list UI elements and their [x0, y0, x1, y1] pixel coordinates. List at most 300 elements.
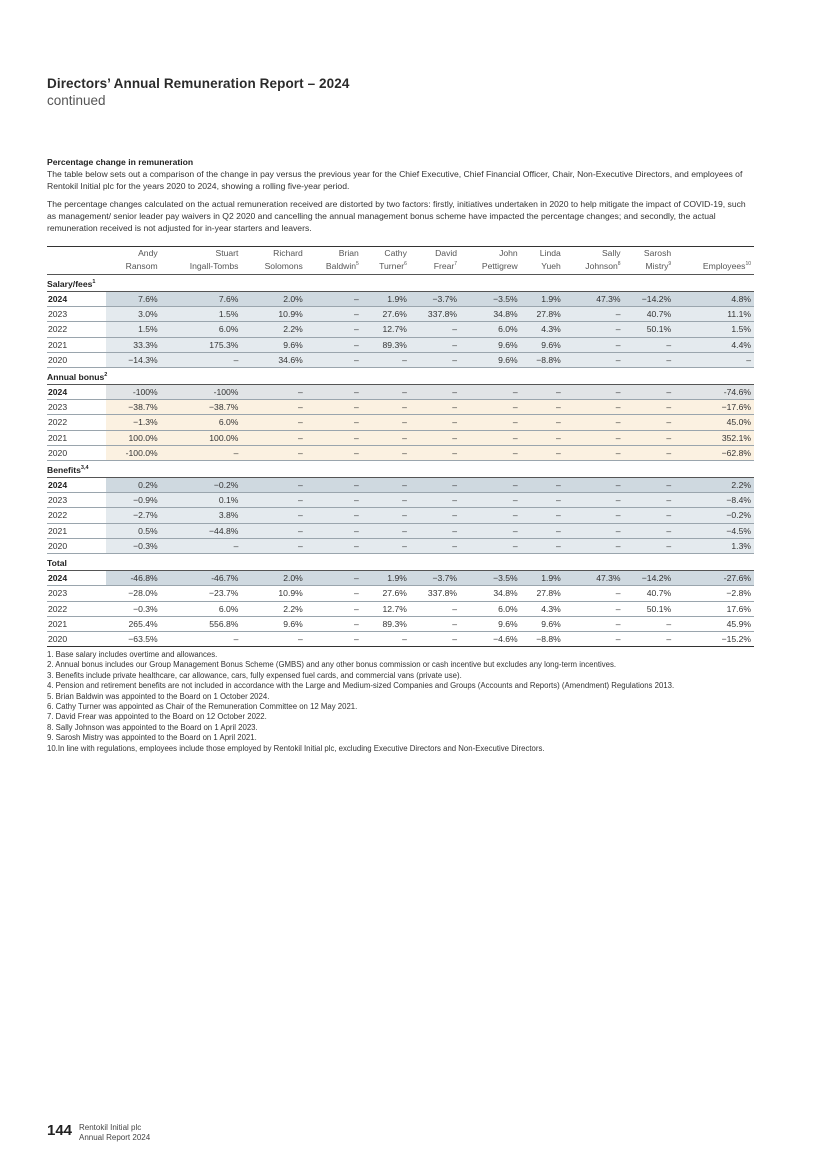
- value-cell: –: [460, 445, 521, 460]
- value-cell: 4.4%: [674, 337, 754, 352]
- value-cell: 47.3%: [564, 291, 624, 306]
- value-cell: –: [564, 307, 624, 322]
- value-cell: –: [306, 586, 362, 601]
- value-cell: –: [362, 508, 410, 523]
- value-cell: –: [306, 322, 362, 337]
- value-cell: –: [362, 631, 410, 646]
- value-cell: –: [564, 508, 624, 523]
- value-cell: 40.7%: [624, 586, 675, 601]
- year-cell: 2022: [47, 601, 106, 616]
- value-cell: 265.4%: [106, 616, 161, 631]
- value-cell: –: [624, 523, 675, 538]
- value-cell: –: [624, 415, 675, 430]
- value-cell: –: [410, 538, 460, 553]
- value-cell: 34.8%: [460, 307, 521, 322]
- year-cell: 2024: [47, 478, 106, 493]
- value-cell: 2.2%: [241, 601, 305, 616]
- value-cell: 6.0%: [161, 322, 242, 337]
- column-header-line: Cathy: [384, 248, 407, 258]
- value-cell: –: [521, 508, 564, 523]
- column-header: [674, 247, 754, 275]
- value-cell: −28.0%: [106, 586, 161, 601]
- column-header-name: Mistry: [645, 260, 669, 271]
- value-cell: –: [410, 508, 460, 523]
- year-column-header: [47, 247, 106, 275]
- footnote-item: 7. David Frear was appointed to the Board on 12 October 2022.: [47, 712, 267, 722]
- value-cell: -46.7%: [161, 571, 242, 586]
- value-cell: -74.6%: [674, 385, 754, 400]
- column-header-line: [306, 259, 359, 272]
- value-cell: –: [306, 445, 362, 460]
- value-cell: –: [306, 478, 362, 493]
- value-cell: –: [410, 478, 460, 493]
- value-cell: 1.5%: [161, 307, 242, 322]
- value-cell: –: [624, 538, 675, 553]
- value-cell: –: [362, 352, 410, 367]
- remuneration-table: [47, 246, 754, 647]
- footnote-item: 10.In line with regulations, employees include those employed by Rentokil Initial plc, excluding Executive Directors and Non-Executive Directors.: [47, 743, 545, 753]
- value-cell: –: [564, 523, 624, 538]
- year-cell: 2023: [47, 307, 106, 322]
- value-cell: −8.8%: [521, 352, 564, 367]
- value-cell: –: [241, 538, 305, 553]
- value-cell: –: [460, 478, 521, 493]
- value-cell: 27.6%: [362, 307, 410, 322]
- table-section: [47, 554, 754, 647]
- footnote-ref: 2: [104, 371, 108, 378]
- value-cell: 33.3%: [106, 337, 161, 352]
- value-cell: −14.3%: [106, 352, 161, 367]
- page-subtitle: continued: [47, 93, 106, 108]
- column-header-name: Ransom: [125, 260, 158, 271]
- column-header-line: Andy: [138, 248, 158, 258]
- column-header-line: [521, 259, 561, 272]
- footnote-ref: 3,4: [80, 465, 89, 472]
- value-cell: –: [564, 616, 624, 631]
- value-cell: –: [624, 493, 675, 508]
- value-cell: −62.8%: [674, 445, 754, 460]
- value-cell: –: [306, 415, 362, 430]
- column-header-name: Employees: [702, 260, 746, 271]
- column-header: [362, 247, 410, 275]
- value-cell: −3.5%: [460, 291, 521, 306]
- value-cell: –: [410, 493, 460, 508]
- value-cell: −0.2%: [674, 508, 754, 523]
- column-header-line: [674, 259, 751, 272]
- value-cell: −0.2%: [161, 478, 242, 493]
- value-cell: –: [521, 538, 564, 553]
- value-cell: –: [161, 631, 242, 646]
- column-header-line: [241, 259, 302, 272]
- value-cell: –: [521, 478, 564, 493]
- value-cell: -46.8%: [106, 571, 161, 586]
- year-cell: 2020: [47, 631, 106, 646]
- value-cell: 2.2%: [241, 322, 305, 337]
- value-cell: 12.7%: [362, 601, 410, 616]
- value-cell: –: [241, 478, 305, 493]
- value-cell: –: [306, 601, 362, 616]
- column-header-line: [161, 259, 239, 272]
- value-cell: –: [564, 538, 624, 553]
- value-cell: 45.0%: [674, 415, 754, 430]
- value-cell: 27.8%: [521, 307, 564, 322]
- value-cell: –: [410, 337, 460, 352]
- year-cell: 2023: [47, 586, 106, 601]
- value-cell: 10.9%: [241, 586, 305, 601]
- value-cell: −8.4%: [674, 493, 754, 508]
- value-cell: –: [521, 400, 564, 415]
- value-cell: 6.0%: [460, 601, 521, 616]
- column-header-line: [410, 259, 457, 272]
- value-cell: 6.0%: [460, 322, 521, 337]
- value-cell: –: [564, 352, 624, 367]
- value-cell: 0.2%: [106, 478, 161, 493]
- value-cell: 89.3%: [362, 616, 410, 631]
- column-header-line: Linda: [539, 248, 561, 258]
- column-header-line: [624, 259, 672, 272]
- value-cell: –: [460, 523, 521, 538]
- column-header-line: [564, 259, 621, 272]
- value-cell: −38.7%: [106, 400, 161, 415]
- value-cell: –: [521, 385, 564, 400]
- value-cell: –: [624, 430, 675, 445]
- value-cell: 9.6%: [521, 337, 564, 352]
- value-cell: –: [362, 538, 410, 553]
- value-cell: –: [460, 415, 521, 430]
- footnote-ref: 7: [454, 261, 458, 267]
- value-cell: 9.6%: [241, 337, 305, 352]
- value-cell: -100%: [106, 385, 161, 400]
- footnote-item: 9. Sarosh Mistry was appointed to the Board on 1 April 2021.: [47, 733, 257, 743]
- value-cell: 12.7%: [362, 322, 410, 337]
- value-cell: 1.9%: [362, 291, 410, 306]
- table-row: [47, 523, 754, 538]
- value-cell: 100.0%: [106, 430, 161, 445]
- value-cell: –: [362, 493, 410, 508]
- year-cell: 2020: [47, 445, 106, 460]
- column-header-line: [460, 259, 518, 272]
- value-cell: 27.8%: [521, 586, 564, 601]
- column-header: [161, 247, 242, 275]
- footer-company: [79, 1123, 150, 1143]
- footnote-item: 1. Base salary includes overtime and allowances.: [47, 650, 218, 659]
- table-section: [47, 274, 754, 367]
- year-cell: 2024: [47, 385, 106, 400]
- column-header: [410, 247, 460, 275]
- value-cell: 1.5%: [106, 322, 161, 337]
- footnote-ref: 8: [617, 261, 621, 267]
- value-cell: –: [521, 430, 564, 445]
- column-header: [564, 247, 624, 275]
- value-cell: –: [564, 400, 624, 415]
- column-header: [460, 247, 521, 275]
- value-cell: 0.1%: [161, 493, 242, 508]
- column-header: [306, 247, 362, 275]
- column-header-line: David: [435, 248, 458, 258]
- section-title: Salary/fees: [47, 278, 93, 289]
- table-row: [47, 601, 754, 616]
- value-cell: –: [306, 508, 362, 523]
- value-cell: 9.6%: [460, 337, 521, 352]
- footnote-ref: 1: [92, 278, 96, 285]
- value-cell: –: [306, 400, 362, 415]
- table-row: [47, 508, 754, 523]
- value-cell: 9.6%: [521, 616, 564, 631]
- value-cell: –: [410, 631, 460, 646]
- table-row: [47, 571, 754, 586]
- value-cell: –: [306, 631, 362, 646]
- section-header-row: [47, 367, 754, 384]
- value-cell: 0.5%: [106, 523, 161, 538]
- intro-paragraph: The percentage changes calculated on the actual remuneration received are distorted by two factors: firstly, initiatives undertaken in 2020 to help mitigate the impact of COVID-19, such as management/ senior leader pay waivers in Q2 2020 and cancelling the annual management bonus scheme have impacted the percentage changes; and secondly, the actual remuneration received is not adjusted for in-year starters and leavers.: [47, 199, 746, 233]
- value-cell: –: [306, 307, 362, 322]
- value-cell: –: [410, 352, 460, 367]
- column-header-name: Yueh: [541, 260, 561, 271]
- value-cell: –: [521, 523, 564, 538]
- value-cell: 40.7%: [624, 307, 675, 322]
- value-cell: 337.8%: [410, 586, 460, 601]
- footer-company-name: Rentokil Initial plc: [79, 1123, 142, 1132]
- footnote-item: 6. Cathy Turner was appointed as Chair of the Remuneration Committee on 12 May 2021.: [47, 702, 358, 712]
- footnote-ref: 9: [668, 261, 672, 267]
- value-cell: –: [241, 415, 305, 430]
- value-cell: 337.8%: [410, 307, 460, 322]
- value-cell: –: [521, 493, 564, 508]
- column-header: [106, 247, 161, 275]
- section-header-row: [47, 274, 754, 291]
- value-cell: –: [306, 523, 362, 538]
- intro-section: [47, 156, 757, 240]
- value-cell: –: [241, 631, 305, 646]
- value-cell: 175.3%: [161, 337, 242, 352]
- value-cell: –: [460, 400, 521, 415]
- value-cell: –: [624, 445, 675, 460]
- section-header-row: [47, 554, 754, 571]
- value-cell: −15.2%: [674, 631, 754, 646]
- year-cell: 2024: [47, 571, 106, 586]
- value-cell: –: [241, 493, 305, 508]
- value-cell: –: [306, 385, 362, 400]
- section-title: Annual bonus: [47, 371, 105, 382]
- value-cell: −14.2%: [624, 291, 675, 306]
- value-cell: 4.8%: [674, 291, 754, 306]
- column-header-line: Richard: [273, 248, 303, 258]
- table-row: [47, 352, 754, 367]
- column-header-line: Stuart: [215, 248, 239, 258]
- value-cell: –: [564, 322, 624, 337]
- value-cell: 10.9%: [241, 307, 305, 322]
- value-cell: −38.7%: [161, 400, 242, 415]
- value-cell: –: [241, 430, 305, 445]
- value-cell: –: [306, 571, 362, 586]
- value-cell: –: [410, 616, 460, 631]
- column-header: [241, 247, 305, 275]
- value-cell: -100%: [161, 385, 242, 400]
- value-cell: –: [241, 445, 305, 460]
- value-cell: 47.3%: [564, 571, 624, 586]
- value-cell: –: [460, 430, 521, 445]
- column-header-line: John: [499, 248, 518, 258]
- value-cell: 45.9%: [674, 616, 754, 631]
- value-cell: –: [161, 445, 242, 460]
- value-cell: –: [460, 508, 521, 523]
- value-cell: 352.1%: [674, 430, 754, 445]
- table-row: [47, 538, 754, 553]
- footnote-item: 5. Brian Baldwin was appointed to the Board on 1 October 2024.: [47, 691, 270, 701]
- value-cell: 6.0%: [161, 601, 242, 616]
- section-title-cell: [47, 367, 754, 384]
- footnote-ref: 5: [356, 261, 359, 267]
- value-cell: –: [306, 493, 362, 508]
- value-cell: 3.0%: [106, 307, 161, 322]
- table-row: [47, 478, 754, 493]
- footnotes: [47, 650, 757, 754]
- value-cell: –: [410, 322, 460, 337]
- year-cell: 2023: [47, 493, 106, 508]
- year-cell: 2020: [47, 352, 106, 367]
- table-section: [47, 461, 754, 554]
- column-header-name: Turner: [379, 260, 405, 271]
- value-cell: –: [624, 352, 675, 367]
- value-cell: −63.5%: [106, 631, 161, 646]
- value-cell: 3.8%: [161, 508, 242, 523]
- year-cell: 2022: [47, 508, 106, 523]
- section-title-cell: [47, 461, 754, 478]
- value-cell: –: [362, 478, 410, 493]
- value-cell: 6.0%: [161, 415, 242, 430]
- section-title: Total: [47, 557, 67, 568]
- year-cell: 2022: [47, 322, 106, 337]
- value-cell: –: [521, 445, 564, 460]
- table-row: [47, 307, 754, 322]
- value-cell: −2.7%: [106, 508, 161, 523]
- column-header-line: [106, 259, 158, 272]
- table-row: [47, 415, 754, 430]
- value-cell: –: [241, 508, 305, 523]
- column-header-line: Sally: [601, 248, 621, 258]
- value-cell: 17.6%: [674, 601, 754, 616]
- value-cell: –: [624, 616, 675, 631]
- value-cell: –: [564, 586, 624, 601]
- value-cell: –: [362, 430, 410, 445]
- value-cell: –: [161, 538, 242, 553]
- value-cell: –: [410, 415, 460, 430]
- intro-paragraph: The table below sets out a comparison of the change in pay versus the previous year for the Chief Executive, Chief Financial Officer, Chair, Non-Executive Directors, and employees of Rentokil Initial plc for the years 2020 to 2024, showing a rolling five-year period.: [47, 169, 743, 191]
- value-cell: −0.3%: [106, 538, 161, 553]
- value-cell: −4.5%: [674, 523, 754, 538]
- value-cell: −0.9%: [106, 493, 161, 508]
- value-cell: –: [624, 385, 675, 400]
- value-cell: 34.8%: [460, 586, 521, 601]
- value-cell: 9.6%: [460, 616, 521, 631]
- page-number: 144: [47, 1122, 73, 1139]
- value-cell: −3.5%: [460, 571, 521, 586]
- value-cell: 9.6%: [241, 616, 305, 631]
- value-cell: –: [306, 616, 362, 631]
- value-cell: –: [564, 493, 624, 508]
- value-cell: –: [624, 400, 675, 415]
- value-cell: –: [624, 508, 675, 523]
- column-header: [624, 247, 675, 275]
- value-cell: –: [460, 385, 521, 400]
- year-cell: 2022: [47, 415, 106, 430]
- value-cell: 27.6%: [362, 586, 410, 601]
- value-cell: –: [564, 631, 624, 646]
- value-cell: –: [306, 337, 362, 352]
- value-cell: −1.3%: [106, 415, 161, 430]
- footnote-item: 4. Pension and retirement benefits are not included in accordance with the Large and Medium-sized Companies and Groups (Accounts and Reports) (Amendment) Regulations 2013.: [47, 681, 675, 691]
- value-cell: –: [460, 493, 521, 508]
- footer-report-name: Annual Report 2024: [79, 1133, 151, 1142]
- footnote-ref: 6: [404, 261, 407, 267]
- section-title: Benefits: [47, 464, 81, 475]
- column-header-name: Johnson: [585, 260, 618, 271]
- year-cell: 2021: [47, 616, 106, 631]
- value-cell: –: [362, 523, 410, 538]
- value-cell: 34.6%: [241, 352, 305, 367]
- value-cell: –: [460, 538, 521, 553]
- value-cell: –: [241, 400, 305, 415]
- column-header-name: Solomons: [264, 260, 303, 271]
- value-cell: –: [564, 601, 624, 616]
- table-row: [47, 337, 754, 352]
- value-cell: -100.0%: [106, 445, 161, 460]
- section-header-row: [47, 461, 754, 478]
- value-cell: −23.7%: [161, 586, 242, 601]
- value-cell: 2.0%: [241, 571, 305, 586]
- table-row: [47, 400, 754, 415]
- value-cell: –: [624, 337, 675, 352]
- value-cell: −3.7%: [410, 291, 460, 306]
- column-header-line: Brian: [338, 248, 359, 258]
- value-cell: –: [161, 352, 242, 367]
- value-cell: 7.6%: [161, 291, 242, 306]
- section-title-cell: [47, 274, 754, 291]
- value-cell: –: [362, 385, 410, 400]
- value-cell: –: [410, 400, 460, 415]
- year-cell: 2021: [47, 337, 106, 352]
- year-cell: 2021: [47, 430, 106, 445]
- table-header-row: [47, 247, 754, 275]
- value-cell: –: [241, 385, 305, 400]
- value-cell: −8.8%: [521, 631, 564, 646]
- value-cell: 9.6%: [460, 352, 521, 367]
- value-cell: -27.6%: [674, 571, 754, 586]
- column-header-line: [362, 259, 407, 272]
- value-cell: –: [564, 430, 624, 445]
- value-cell: 1.9%: [521, 291, 564, 306]
- year-cell: 2024: [47, 291, 106, 306]
- value-cell: –: [564, 337, 624, 352]
- table-row: [47, 322, 754, 337]
- value-cell: –: [362, 445, 410, 460]
- value-cell: 50.1%: [624, 601, 675, 616]
- value-cell: –: [410, 385, 460, 400]
- value-cell: –: [241, 523, 305, 538]
- value-cell: 4.3%: [521, 322, 564, 337]
- value-cell: –: [410, 523, 460, 538]
- column-header-name: Pettigrew: [481, 260, 518, 271]
- value-cell: –: [362, 415, 410, 430]
- value-cell: 2.2%: [674, 478, 754, 493]
- value-cell: −2.8%: [674, 586, 754, 601]
- value-cell: 100.0%: [161, 430, 242, 445]
- value-cell: 11.1%: [674, 307, 754, 322]
- section-title-cell: [47, 554, 754, 571]
- value-cell: –: [564, 445, 624, 460]
- column-header-name: Baldwin: [325, 260, 357, 271]
- value-cell: –: [624, 478, 675, 493]
